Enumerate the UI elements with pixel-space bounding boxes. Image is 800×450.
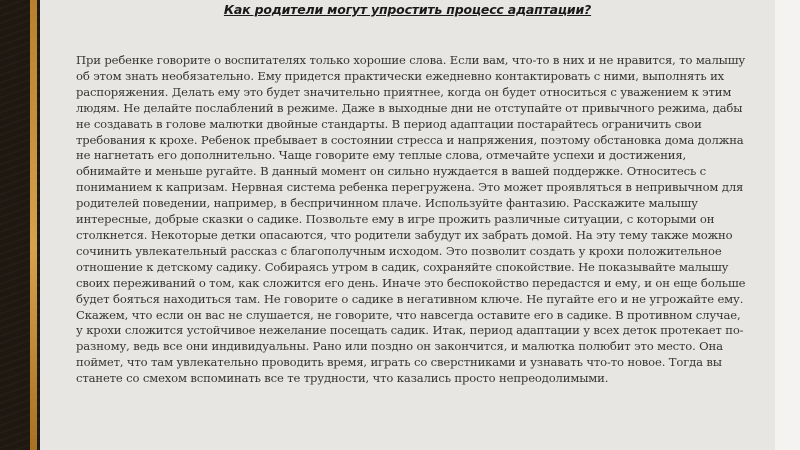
- decorative-right-strip: [775, 0, 800, 450]
- slide-title: Как родители могут упростить процесс адаптации?: [223, 2, 592, 17]
- decorative-accent-stripe: [30, 0, 37, 450]
- slide-body-text: При ребенке говорите о воспитателях только хорошие слова. Если вам, что-то в них и не нравится, то малышу об этом знать необязательно. Ему придется практически ежедневно контактировать с ними, выполнять их распоряжения. Делать ему это будет значительно приятнее, когда он будет относиться с уважением к этим людям. Не делайте послаблений в режиме. Даже в выходные дни не отступайте от привычного режима, дабы не создавать в голове малютки двойные стандарты. В период адаптации постарайтесь ограничить свои требования к крохе. Ребенок пребывает в состоянии стресса и напряжения, поэтому обстановка дома должна не нагнетать его дополнительно. Чаще говорите ему теплые слова, отмечайте успехи и достижения, обнимайте и меньше ругайте. В данный момент он сильно нуждается в вашей поддержке. Относитесь с пониманием к капризам. Нервная система ребенка перегружена. Это может проявляться в непривычном для родителей поведении, например, в беспричинном плаче. Используйте фантазию. Расскажите малышу интересные, добрые сказки о садике. Позвольте ему в игре прожить различные ситуации, с которыми он столкнется. Некоторые детки опасаются, что родители забудут их забрать домой. На эту тему также можно сочинить увлекательный рассказ с благополучным исходом. Это позволит создать у крохи положительное отношение к детскому садику. Собираясь утром в садик, сохраняйте спокойствие. Не показывайте малышу своих переживаний о том, как сложится его день. Иначе это беспокойство передастся и ему, и он еще больше будет бояться находиться там. Не говорите о садике в негативном ключе. Не пугайте его и не угрожайте ему. Скажем, что если он вас не слушается, не говорите, что навсегда оставите его в садике. В противном случае, у крохи сложится устойчивое нежелание посещать садик. Итак, период адаптации у всех деток протекает по-разному, ведь все они индивидуальны. Рано или поздно он закончится, и малютка полюбит это место. Она поймет, что там увлекательно проводить время, играть со сверстниками и узнавать что-то новое. Тогда вы станете со смехом вспоминать все те трудности, что казались просто непреодолимыми.: [76, 53, 746, 386]
